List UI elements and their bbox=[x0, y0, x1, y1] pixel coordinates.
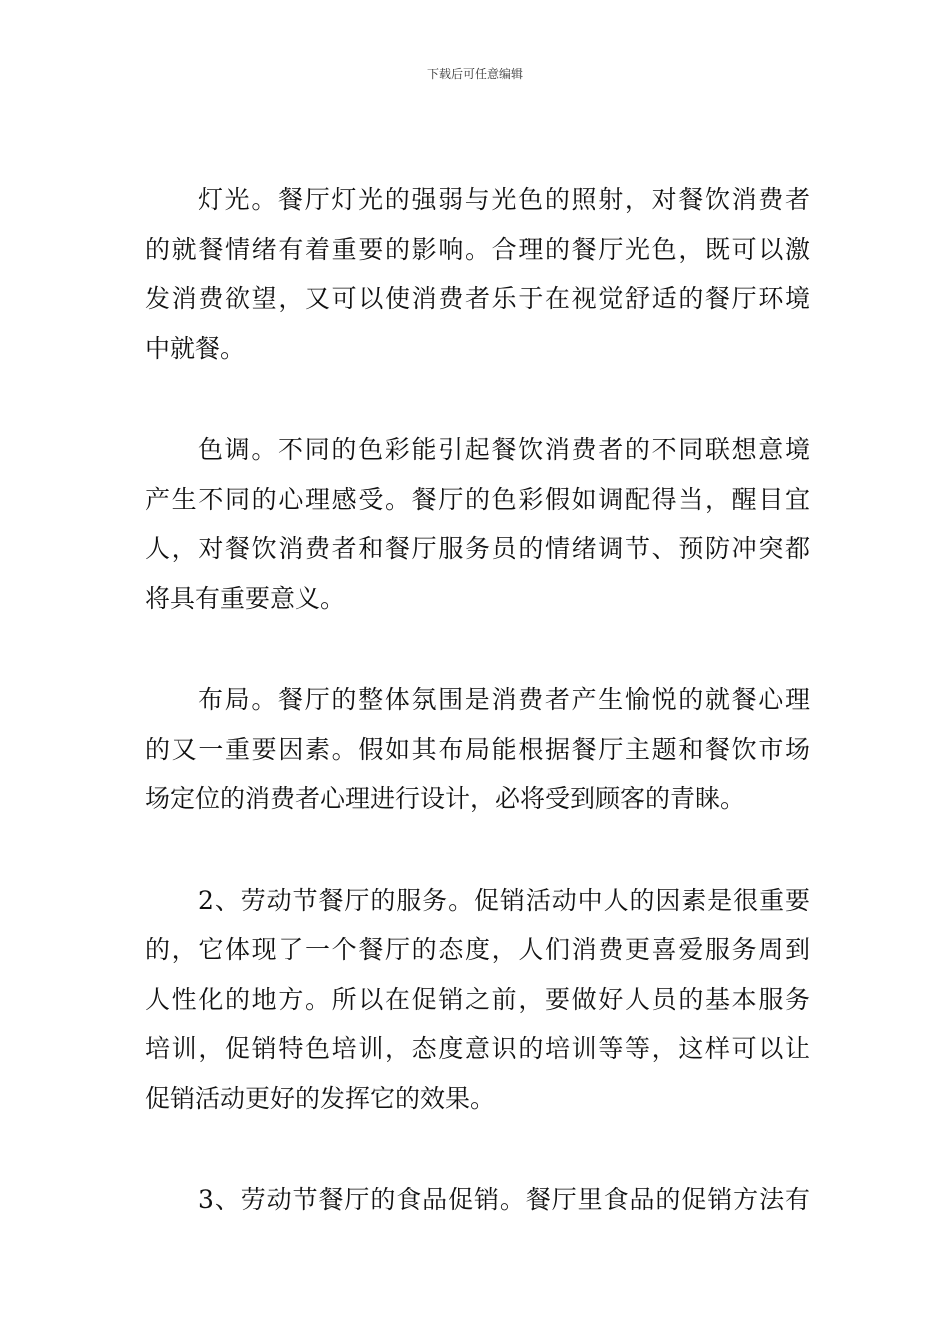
text-line: 人，对餐饮消费者和餐厅服务员的情绪调节、预防冲突都 bbox=[145, 534, 810, 563]
text-line: 产生不同的心理感受。餐厅的色彩假如调配得当，醒目宜 bbox=[145, 484, 810, 514]
text-line: 发消费欲望，又可以使消费者乐于在视觉舒适的餐厅环境 bbox=[145, 284, 810, 313]
text-line: 3、劳动节餐厅的食品促销。餐厅里食品的促销方法有 bbox=[198, 1185, 810, 1214]
text-line: 人性化的地方。所以在促销之前，要做好人员的基本服务 bbox=[145, 984, 810, 1014]
text-line: 布局。餐厅的整体氛围是消费者产生愉悦的就餐心理 bbox=[198, 685, 810, 714]
paragraph-color-tone bbox=[145, 425, 810, 623]
page-header: 下载后可任意编辑 bbox=[426, 67, 523, 81]
text-line: 色调。不同的色彩能引起餐饮消费者的不同联想意境 bbox=[198, 435, 810, 464]
text-line: 的又一重要因素。假如其布局能根据餐厅主题和餐饮市场 bbox=[145, 734, 810, 764]
text-line: 2、劳动节餐厅的服务。促销活动中人的因素是很重要 bbox=[198, 885, 810, 915]
text-line: 培训，促销特色培训，态度意识的培训等等，这样可以让 bbox=[145, 1034, 810, 1063]
text-line: 将具有重要意义。 bbox=[145, 583, 346, 613]
text-line: 的就餐情绪有着重要的影响。合理的餐厅光色，既可以激 bbox=[145, 234, 810, 264]
text-line: 灯光。餐厅灯光的强弱与光色的照射，对餐饮消费者 bbox=[198, 185, 810, 214]
text-line: 的，它体现了一个餐厅的态度，人们消费更喜爱服务周到 bbox=[145, 935, 810, 964]
text-line: 中就餐。 bbox=[145, 333, 246, 363]
text-line: 促销活动更好的发挥它的效果。 bbox=[145, 1083, 496, 1113]
text-line: 场定位的消费者心理进行设计，必将受到顾客的青睐。 bbox=[145, 784, 746, 813]
paragraph-layout bbox=[145, 675, 810, 824]
document-body bbox=[145, 175, 810, 1277]
paragraph-food-promotion bbox=[145, 1175, 810, 1225]
paragraph-service bbox=[145, 876, 810, 1124]
paragraph-lighting bbox=[145, 175, 810, 373]
